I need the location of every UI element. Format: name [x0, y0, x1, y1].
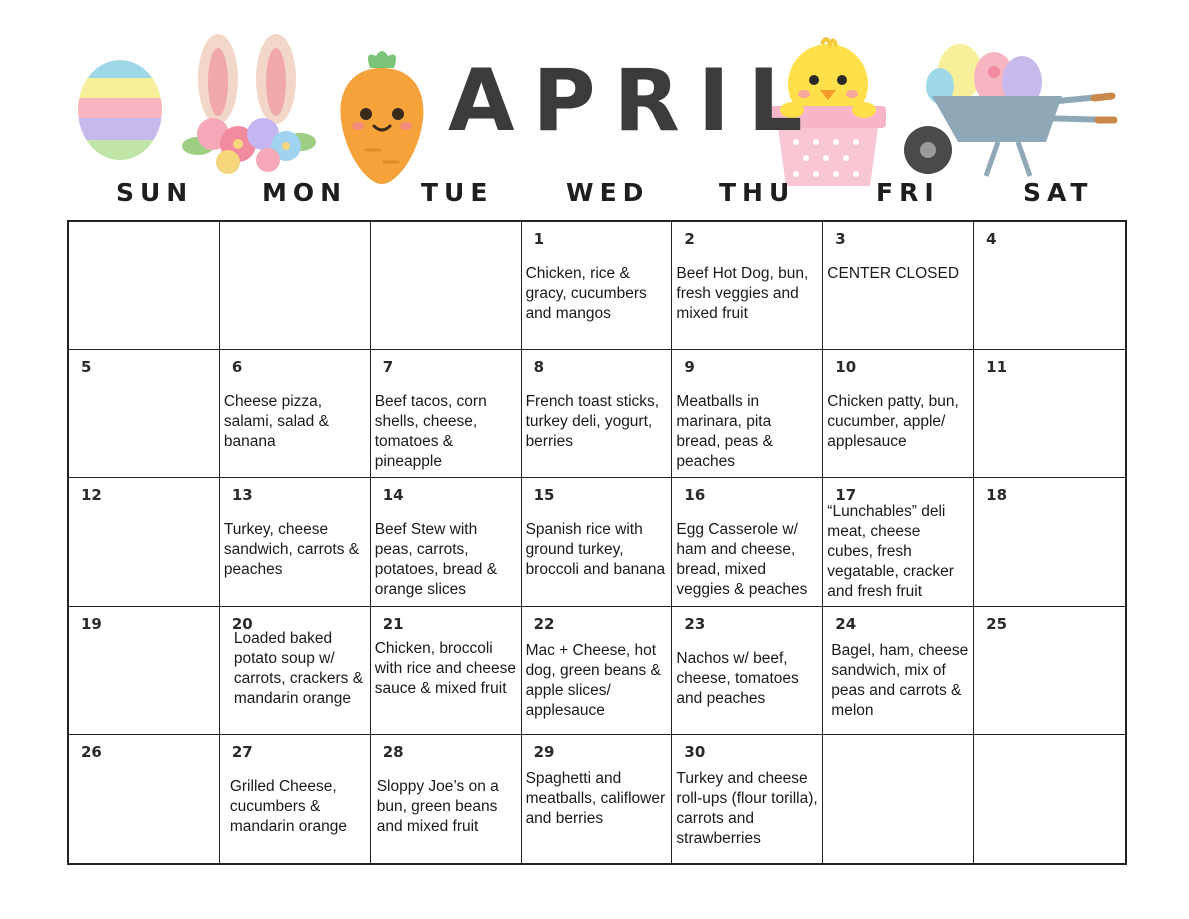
wheelbarrow-eggs-icon [898, 38, 1122, 188]
day-cell [672, 607, 823, 735]
menu-text: Beef tacos, corn shells, cheese, tomatoes & pineapple [374, 393, 487, 471]
day-cell [371, 478, 522, 606]
menu-text: Turkey and cheese roll-ups (flour torilla), carrots and strawberries [676, 769, 818, 847]
day-cell [823, 735, 974, 863]
day-number: 20 [231, 614, 253, 633]
day-cell [672, 735, 823, 863]
day-cell [220, 350, 371, 478]
menu-text: Spanish rice with ground turkey, broccoli and banana [525, 521, 666, 579]
day-cell [69, 735, 220, 863]
day-cell [220, 222, 371, 350]
day-cell [371, 607, 522, 735]
day-cell [371, 350, 522, 478]
day-number: 17 [835, 486, 857, 505]
menu-text: Turkey, cheese sandwich, carrots & peaches [223, 521, 360, 579]
day-cell [823, 350, 974, 478]
day-cell [522, 350, 673, 478]
day-number: 11 [986, 358, 1008, 377]
day-header-wed: WED [566, 178, 650, 207]
menu-text: French toast sticks, turkey deli, yogurt, berries [525, 393, 660, 451]
day-number: 15 [533, 486, 555, 505]
day-cell [522, 478, 673, 606]
day-cell [69, 478, 220, 606]
menu-text: Loaded baked potato soup w/ carrots, crackers & mandarin orange [233, 629, 364, 707]
day-number: 10 [835, 358, 857, 377]
day-number: 30 [684, 742, 706, 761]
day-header-mon: MON [262, 178, 348, 207]
menu-text: CENTER CLOSED [827, 265, 960, 282]
day-cell [371, 735, 522, 863]
day-number: 19 [81, 614, 102, 633]
day-cell [220, 478, 371, 606]
menu-text: Cheese pizza, salami, salad & banana [223, 393, 329, 451]
day-number: 27 [231, 742, 253, 761]
day-cell [522, 735, 673, 863]
calendar-grid [67, 220, 1127, 865]
easter-egg-icon [74, 56, 166, 164]
day-number: 12 [81, 486, 102, 505]
day-cell [672, 478, 823, 606]
day-header-sat: SAT [1023, 178, 1094, 207]
day-cell [974, 350, 1125, 478]
day-number: 13 [231, 486, 253, 505]
day-cell [522, 607, 673, 735]
day-header-sun: SUN [116, 178, 194, 207]
day-number: 16 [684, 486, 706, 505]
day-cell [974, 478, 1125, 606]
day-number: 23 [684, 614, 706, 633]
day-number: 7 [382, 358, 394, 377]
menu-text: Chicken patty, bun, cucumber, apple/ applesauce [827, 393, 959, 451]
day-header-tue: TUE [421, 178, 494, 207]
day-number: 8 [533, 358, 544, 377]
day-cell [220, 607, 371, 735]
day-number: 21 [382, 614, 404, 633]
day-cell [69, 607, 220, 735]
day-number: 28 [382, 742, 404, 761]
day-number: 22 [533, 614, 555, 633]
menu-text: Bagel, ham, cheese sandwich, mix of peas and carrots & melon [831, 641, 969, 719]
menu-text: Nachos w/ beef, cheese, tomatoes and peaches [676, 649, 799, 707]
day-number: 29 [533, 742, 555, 761]
day-number: 14 [382, 486, 404, 505]
bunny-ears-flowers-icon [168, 34, 328, 179]
day-cell [823, 222, 974, 350]
menu-text: Grilled Cheese, cucumbers & mandarin orange [229, 777, 348, 835]
day-cell [974, 735, 1125, 863]
day-number: 3 [835, 230, 846, 248]
menu-text: Egg Casserole w/ ham and cheese, bread, mixed veggies & peaches [676, 521, 808, 599]
day-cell [69, 222, 220, 350]
day-number: 4 [986, 230, 997, 248]
day-cell [522, 222, 673, 350]
day-cell [69, 350, 220, 478]
menu-text: Beef Hot Dog, bun, fresh veggies and mixed fruit [676, 265, 809, 322]
menu-text: Spaghetti and meatballs, califlower and berries [525, 769, 666, 827]
day-number: 26 [81, 742, 102, 761]
day-header-fri: FRI [876, 178, 940, 207]
day-cell [823, 607, 974, 735]
carrot-icon [336, 46, 428, 188]
day-cell [672, 350, 823, 478]
day-number: 9 [684, 358, 695, 377]
day-number: 1 [533, 230, 544, 248]
day-header-thu: THU [719, 178, 796, 207]
day-cell [220, 735, 371, 863]
menu-text: Sloppy Joe’s on a bun, green beans and mixed fruit [376, 777, 499, 835]
day-cell [823, 478, 974, 606]
day-number: 25 [986, 614, 1008, 633]
menu-text: Chicken, rice & gracy, cucumbers and mangos [525, 265, 647, 322]
month-title: APRIL [448, 51, 821, 151]
day-number: 2 [684, 230, 695, 248]
day-number: 18 [986, 486, 1008, 505]
day-number: 6 [231, 358, 243, 377]
menu-text: Mac + Cheese, hot dog, green beans & apple slices/ applesauce [525, 641, 661, 719]
day-number: 24 [835, 614, 857, 633]
menu-text: Beef Stew with peas, carrots, potatoes, bread & orange slices [374, 521, 498, 599]
day-cell [371, 222, 522, 350]
menu-text: Meatballs in marinara, pita bread, peas & peaches [676, 393, 773, 471]
day-cell [672, 222, 823, 350]
day-number: 5 [81, 358, 92, 377]
day-cell [974, 222, 1125, 350]
menu-text: Chicken, broccoli with rice and cheese sauce & mixed fruit [374, 639, 517, 697]
menu-text: “Lunchables” deli meat, cheese cubes, fresh vegatable, cracker and fresh fruit [827, 503, 954, 601]
day-cell [974, 607, 1125, 735]
